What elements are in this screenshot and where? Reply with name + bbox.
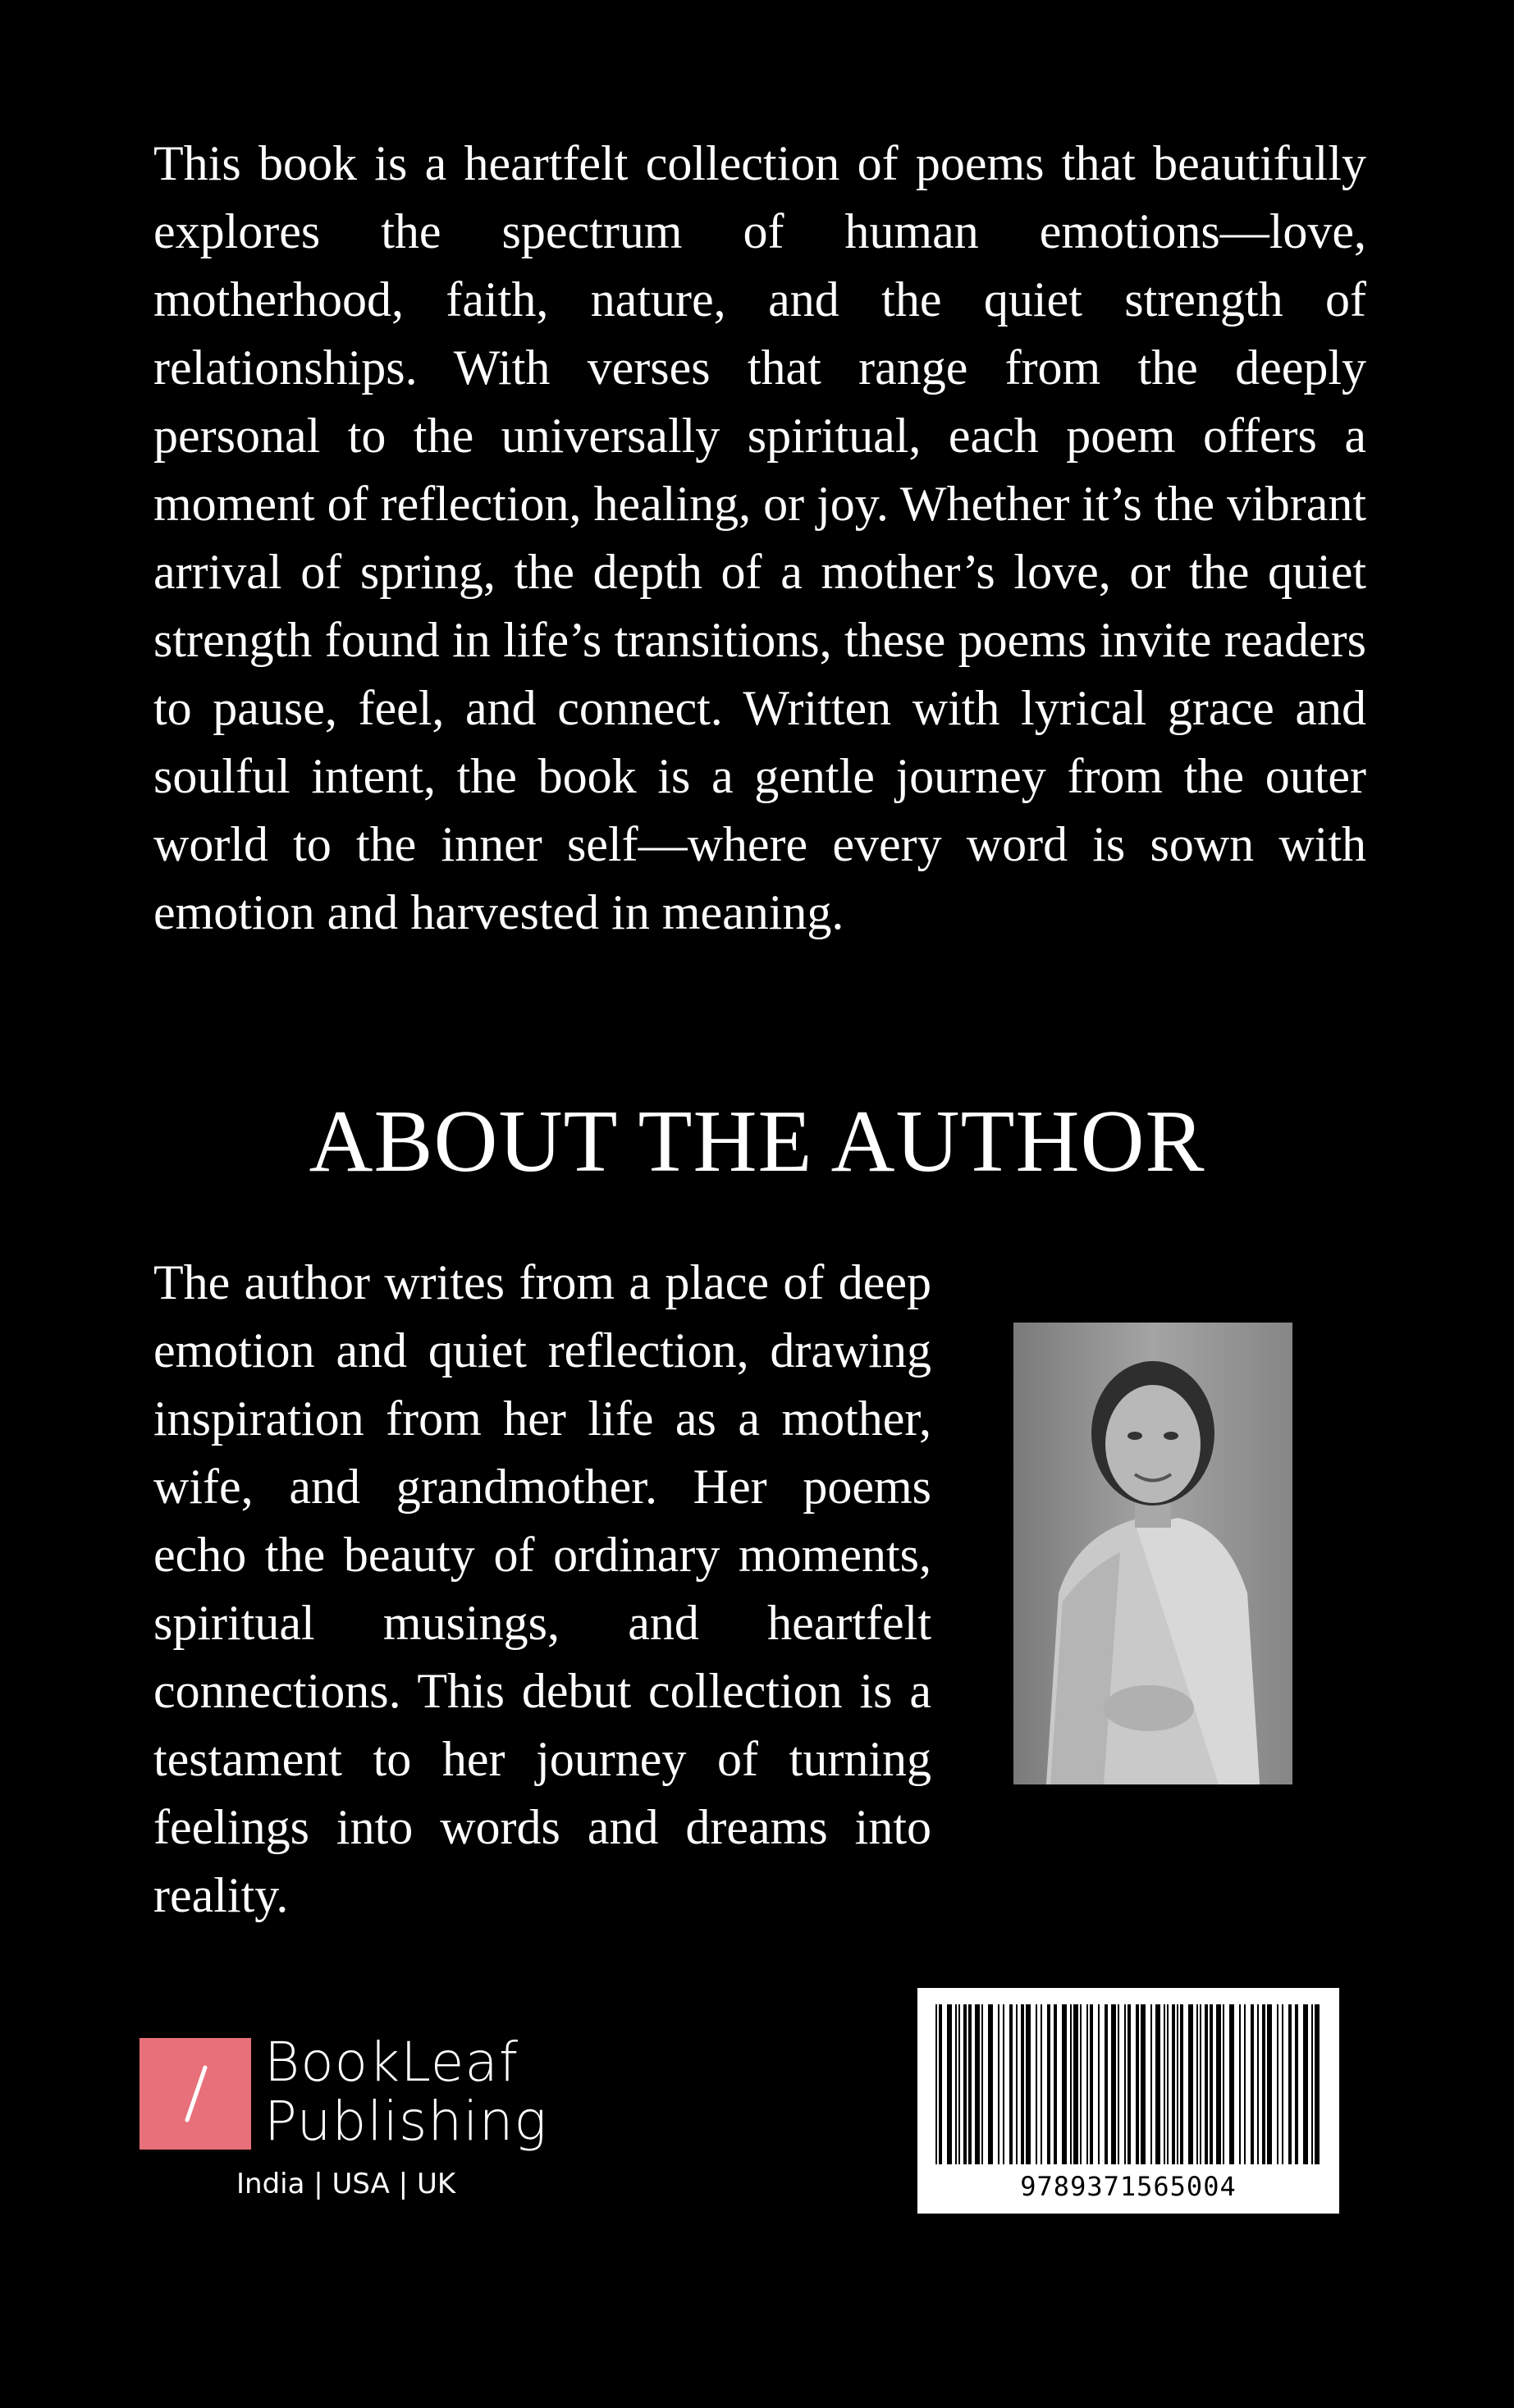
barcode-bar (1124, 2004, 1126, 2164)
barcode-bar (1210, 2004, 1213, 2164)
barcode-bar (1244, 2004, 1246, 2164)
barcode-bar (1073, 2004, 1078, 2164)
barcode-bar (1062, 2004, 1067, 2164)
barcode-bar (1257, 2004, 1259, 2164)
isbn-barcode (917, 1988, 1339, 2214)
barcode-bar (947, 2004, 952, 2164)
barcode-bar (1200, 2004, 1201, 2164)
barcode-bar (1223, 2004, 1224, 2164)
barcode-bar (1036, 2004, 1037, 2164)
barcode-bar (1167, 2004, 1169, 2164)
slash-icon (140, 2038, 251, 2150)
logo-mark (140, 2038, 251, 2150)
barcode-bar (1105, 2004, 1108, 2164)
barcode-bar (1205, 2004, 1208, 2164)
barcode-bar (1267, 2004, 1272, 2164)
barcode-bar (1288, 2004, 1292, 2164)
author-bio: The author writes from a place of deep emotion and quiet reflection, drawing inspiration from her life as a mother, wife, and grandmother. Her poems echo the beauty of ordinary moments, spiritual musings, and heartfelt connections. This debut collection is a testament to her journey of turning feelings into words and dreams into reality. (153, 1255, 931, 1922)
barcode-icon (917, 1988, 1339, 2170)
barcode-bar (1086, 2004, 1088, 2164)
publisher-regions: India | USA | UK (236, 2168, 456, 2200)
barcode-bar (1277, 2004, 1278, 2164)
barcode-bar (1164, 2004, 1165, 2164)
barcode-bar (998, 2004, 999, 2164)
barcode-bar (963, 2004, 967, 2164)
barcode-bar (1229, 2004, 1234, 2164)
barcode-bar (1070, 2004, 1072, 2164)
book-blurb: This book is a heartfelt collection of poems that beautifully explores the spectrum of human emotions—love, motherhood, faith, nature, and the quiet strength of relationships. With verses that range from the deeply personal to the universally spiritual, each poem offers a moment of reflection, healing, or joy. Whether it’s the vibrant arrival of spring, the depth of a mother’s love, or the quiet strength found in life’s transitions, these poems invite readers to pause, feel, and connect. Written with lyrical grace and soulful intent, the book is a gentle journey from the outer world to the inner self—where every word is sown with emotion and harvested in meaning. (153, 136, 1366, 939)
barcode-bar (1311, 2004, 1313, 2164)
barcode-bar (1054, 2004, 1057, 2164)
about-author-heading: ABOUT THE AUTHOR (309, 1093, 1205, 1190)
barcode-bar (1315, 2004, 1320, 2164)
barcode-bar (1021, 2004, 1024, 2164)
barcode-bar (1118, 2004, 1119, 2164)
barcode-bar (975, 2004, 980, 2164)
barcode-bar (1111, 2004, 1116, 2164)
barcode-bar (935, 2004, 937, 2164)
barcode-bar (1216, 2004, 1221, 2164)
barcode-bar (1141, 2004, 1146, 2164)
barcode-bar (968, 2004, 972, 2164)
publisher-name-line1: BookLeaf (264, 2031, 519, 2094)
barcode-bar (958, 2004, 960, 2164)
barcode-bar (1188, 2004, 1193, 2164)
barcode-bar (1136, 2004, 1139, 2164)
barcode-bar (1172, 2004, 1175, 2164)
barcode-bar (1009, 2004, 1013, 2164)
barcode-bar (1295, 2004, 1298, 2164)
publisher-logo (140, 2033, 566, 2214)
barcode-bar (1003, 2004, 1004, 2164)
barcode-bar (1239, 2004, 1241, 2164)
barcode-bar (1177, 2004, 1178, 2164)
barcode-bar (939, 2004, 942, 2164)
barcode-bar (1098, 2004, 1100, 2164)
barcode-bar (1080, 2004, 1082, 2164)
barcode-bar (1026, 2004, 1031, 2164)
barcode-bar (955, 2004, 957, 2164)
barcode-bar (1303, 2004, 1308, 2164)
barcode-bar (1127, 2004, 1131, 2164)
author-photo (1013, 1323, 1292, 1784)
barcode-bar (1150, 2004, 1152, 2164)
barcode-bar (1251, 2004, 1254, 2164)
barcode-bar (1041, 2004, 1042, 2164)
isbn-number: 9789371565004 (1020, 2171, 1237, 2202)
barcode-bar (1155, 2004, 1160, 2164)
barcode-bar (981, 2004, 983, 2164)
barcode-bar (1196, 2004, 1198, 2164)
barcode-bar (1047, 2004, 1050, 2164)
barcode-bar (1282, 2004, 1283, 2164)
barcode-bar (1180, 2004, 1183, 2164)
publisher-name-line2: Publishing (264, 2090, 548, 2153)
barcode-bar (1262, 2004, 1265, 2164)
barcode-bar (988, 2004, 993, 2164)
barcode-bar (1090, 2004, 1093, 2164)
barcode-bar (1016, 2004, 1018, 2164)
publisher-name (264, 2033, 547, 2151)
